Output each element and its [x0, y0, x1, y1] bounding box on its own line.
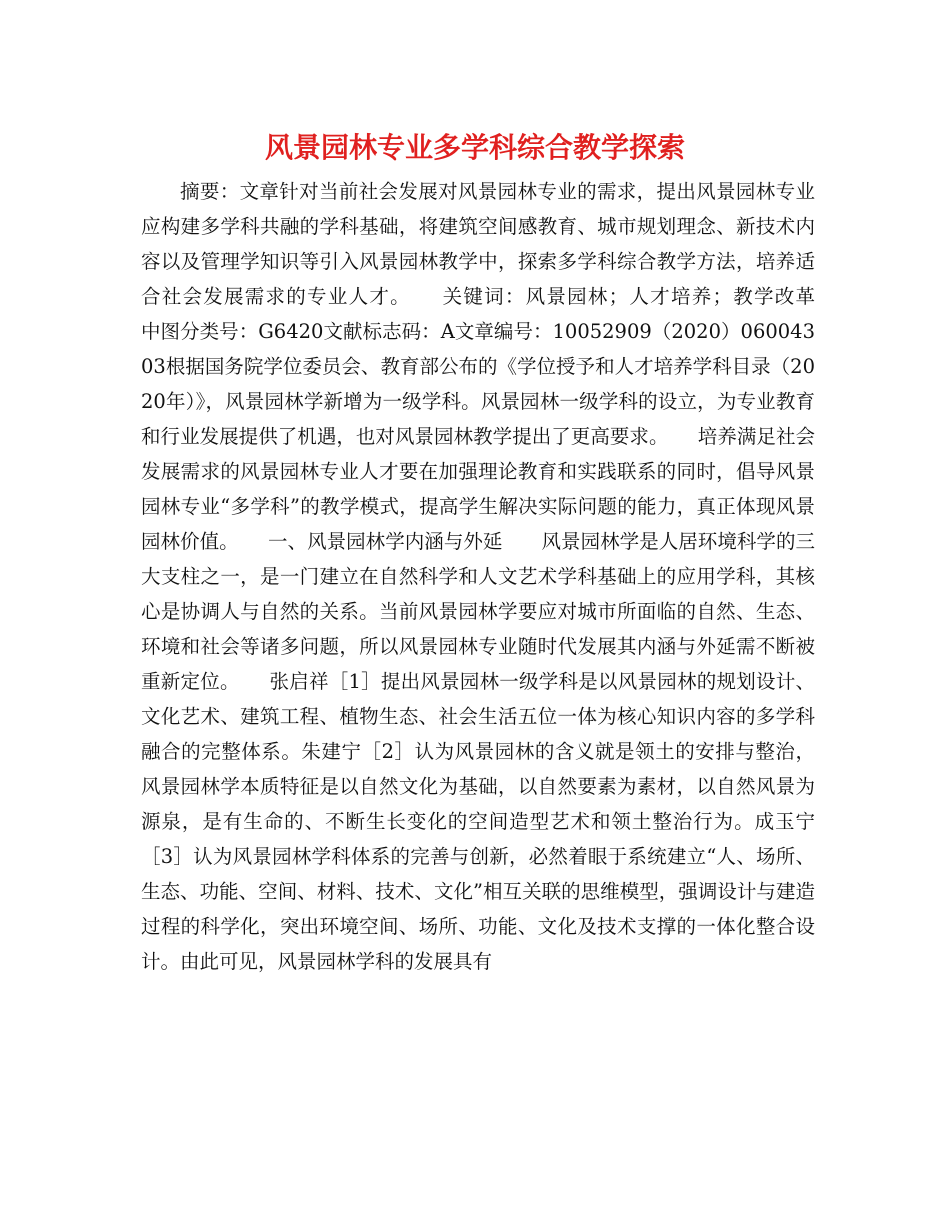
document-title: 风景园林专业多学科综合教学探索 [264, 131, 685, 164]
document-body: 摘要：文章针对当前社会发展对风景园林专业的需求，提出风景园林专业应构建多学科共融的学科基础，将建筑空间感教育、城市规划理念、新技术内容以及管理学知识等引入风景园林教学中，探索多学科综合教学方法，培养适合社会发展需求的专业人才。 关键词：风景园林；人才培养；教学改革 中图分类号：G6420文献标志码：A文章编号：10052909（2020）06004303根据国务院学位委员会、教育部公布的《学位授予和人才培养学科目录（2020年）》，风景园林学新增为一级学科。风景园林一级学科的设立，为专业教育和行业发展提供了机遇，也对风景园林教学提出了更高要求。 培养满足社会发展需求的风景园林专业人才要在加强理论教育和实践联系的同时，倡导风景园林专业“多学科”的教学模式，提高学生解决实际问题的能力，真正体现风景园林价值。 一、风景园林学内涵与外延 风景园林学是人居环境科学的三大支柱之一，是一门建立在自然科学和人文艺术学科基础上的应用学科，其核心是协调人与自然的关系。当前风景园林学要应对城市所面临的自然、生态、环境和社会等诸多问题，所以风景园林专业随时代发展其内涵与外延需不断被重新定位。 张启祥［1］提出风景园林一级学科是以风景园林的规划设计、文化艺术、建筑工程、植物生态、社会生活五位一体为核心知识内容的多学科融合的完整体系。朱建宁［2］认为风景园林的含义就是领土的安排与整治，风景园林学本质特征是以自然文化为基础，以自然要素为素材，以自然风景为源泉，是有生命的、不断生长变化的空间造型艺术和领土整治行为。成玉宁［3］认为风景园林学科体系的完善与创新，必然着眼于系统建立“人、场所、生态、功能、空间、材料、技术、文化”相互关联的思维模型，强调设计与建造过程的科学化，突出环境空间、场所、功能、文化及技术支撑的一体化整合设计。由此可见，风景园林学科的发展具有 [141, 180, 855, 973]
